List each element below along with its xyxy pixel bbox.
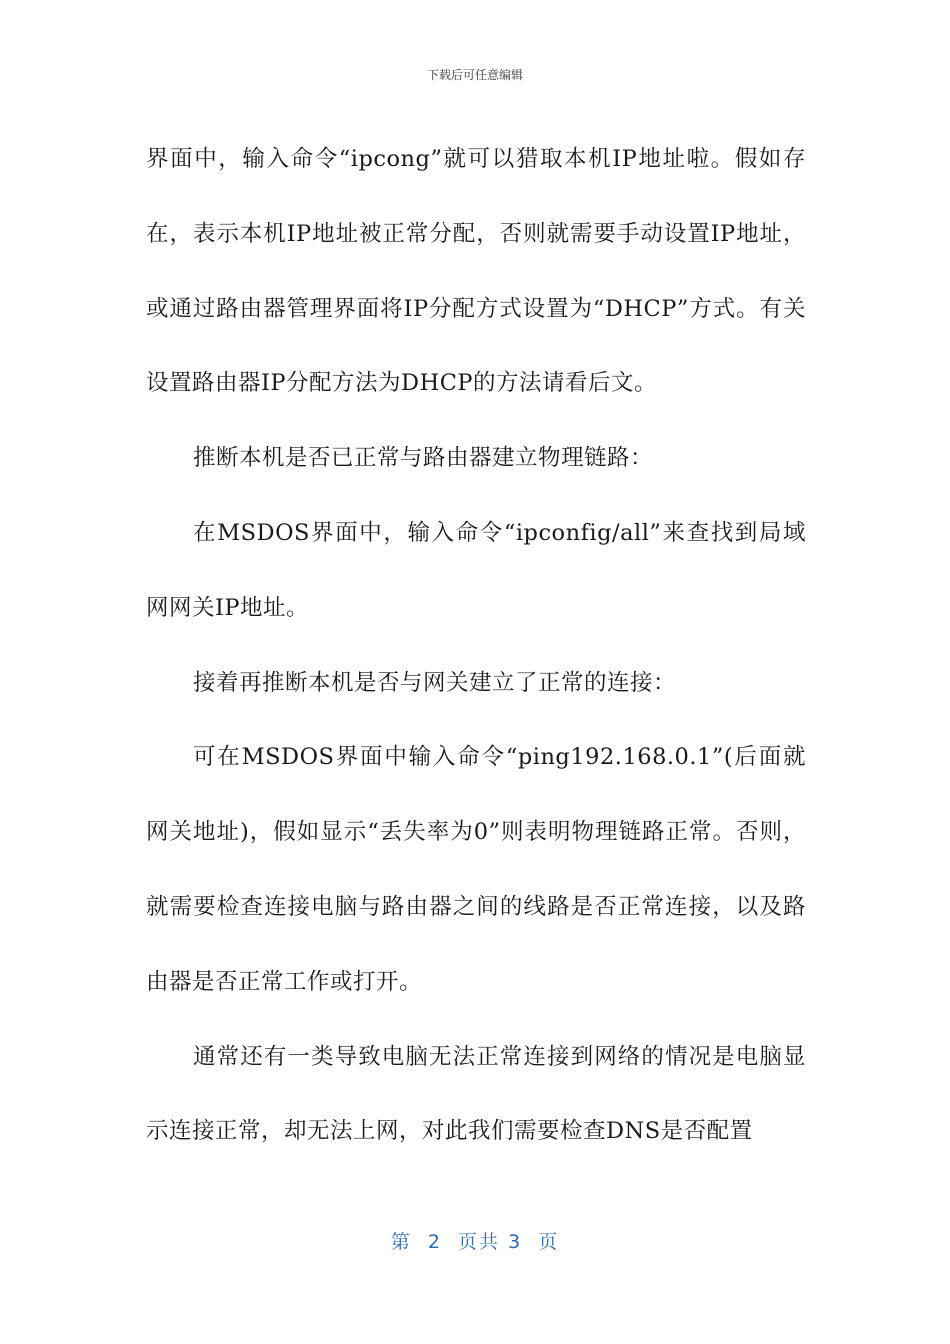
- paragraph-2: 推断本机是否已正常与路由器建立物理链路：: [193, 445, 654, 472]
- paragraph-1: 界面中，输入命令“ipcong”就可以猎取本机IP地址啦。假如存在，表示本机IP地址被正常分配，否则就需要手动设置IP地址，或通过路由器管理界面将IP分配方式设置为“DHCP”方式。有关设置路由器IP分配方法为DHCP的方法请看后文。: [146, 146, 806, 397]
- footer-prefix: 第: [390, 1231, 412, 1253]
- document-body: [146, 122, 806, 1169]
- page-header: 下载后可任意编辑: [426, 68, 523, 82]
- paragraph-4: 接着再推断本机是否与网关建立了正常的连接：: [193, 669, 677, 696]
- total-pages-number: 3: [508, 1231, 523, 1253]
- paragraph-3: 在MSDOS界面中，输入命令“ipconfig/all”来查找到局域网网关IP地址。: [146, 519, 806, 621]
- paragraph-5: 可在MSDOS界面中输入命令“ping192.168.0.1”(后面就网关地址)，假如显示“丢失率为0”则表明物理链路正常。否则，就需要检查连接电脑与路由器之间的线路是否正常连接，以及路由器是否正常工作或打开。: [146, 744, 806, 995]
- page-footer: [0, 1227, 950, 1254]
- footer-middle: 页共: [458, 1231, 501, 1253]
- paragraph-6: 通常还有一类导致电脑无法正常连接到网络的情况是电脑显示连接正常，却无法上网，对此我们需要检查DNS是否配置: [146, 1043, 806, 1145]
- current-page-number: 2: [427, 1231, 442, 1253]
- footer-suffix: 页: [538, 1231, 560, 1253]
